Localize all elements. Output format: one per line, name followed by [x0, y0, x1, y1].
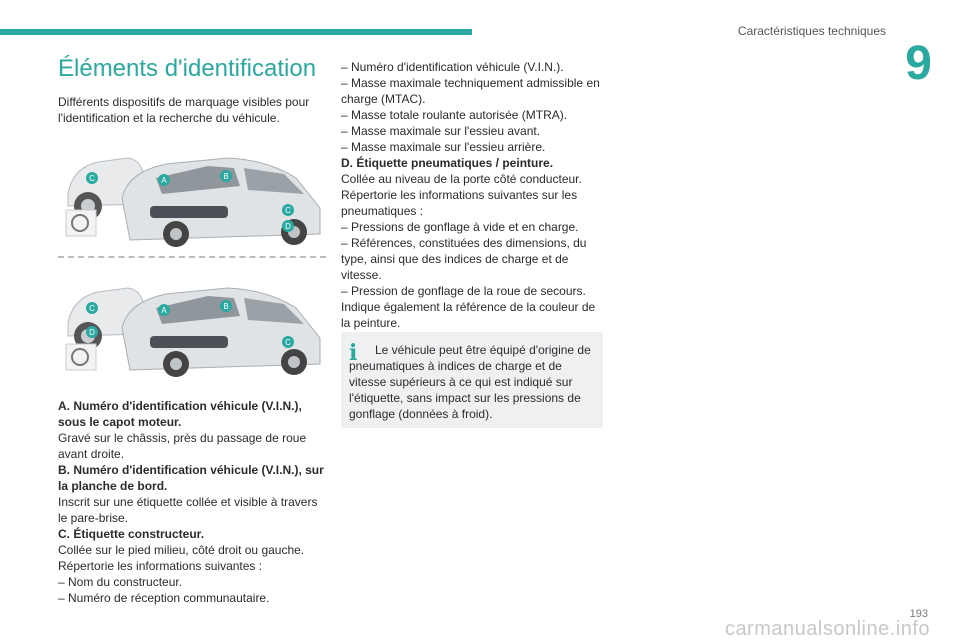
intro-text: Différents dispositifs de marquage visibles pour l'identification et la recherche du véhicule.	[58, 94, 310, 125]
header-accent-bar	[0, 29, 472, 35]
list-item: – Références, constituées des dimensions, du type, ainsi que des indices de charge et de vitesse.	[341, 236, 587, 282]
vehicle-illustration-bottom	[58, 266, 326, 384]
svg-text:C: C	[89, 173, 95, 183]
list-item: – Pression de gonflage de la roue de secours.	[341, 284, 586, 298]
figure-divider	[58, 256, 326, 258]
marker-c-left	[86, 172, 98, 184]
marker-b	[220, 170, 232, 182]
list-item: – Pressions de gonflage à vide et en charge.	[341, 220, 579, 234]
svg-text:B: B	[223, 171, 229, 181]
watermark: carmanualsonline.info	[724, 618, 930, 640]
svg-text:C: C	[285, 337, 291, 347]
car-diagram-bottom	[58, 266, 326, 384]
svg-text:C: C	[285, 205, 291, 215]
item-d-list-intro: Répertorie les informations suivantes sur les pneumatiques :	[341, 188, 578, 218]
left-column	[58, 55, 326, 606]
info-icon: i	[349, 340, 358, 366]
section-title: Caractéristiques techniques	[737, 24, 886, 38]
chapter-number: 9	[905, 37, 932, 90]
marker-c-right	[282, 336, 294, 348]
item-b-title: B. Numéro d'identification véhicule (V.I.N.), sur la planche de bord.	[58, 462, 324, 493]
list-item: – Masse maximale sur l'essieu avant.	[341, 124, 541, 138]
marker-a	[158, 174, 170, 186]
item-c-title: C. Étiquette constructeur.	[58, 526, 205, 541]
marker-c-right	[282, 204, 294, 216]
svg-text:D: D	[89, 327, 95, 337]
item-d-text: Collée au niveau de la porte côté conducteur.	[341, 172, 582, 186]
list-item: – Masse maximale techniquement admissible en charge (MTAC).	[341, 76, 600, 106]
svg-text:C: C	[89, 303, 95, 313]
list-item: – Masse totale roulante autorisée (MTRA).	[341, 108, 568, 122]
marker-d	[282, 220, 294, 232]
steering-wheel-icon	[66, 344, 96, 370]
marker-d	[86, 326, 98, 338]
marker-c-left	[86, 302, 98, 314]
marker-a	[158, 304, 170, 316]
list-item: – Nom du constructeur.	[58, 574, 183, 589]
list-item: – Numéro d'identification véhicule (V.I.N.).	[341, 60, 564, 74]
item-b-text: Inscrit sur une étiquette collée et visible à travers le pare-brise.	[58, 494, 318, 525]
marker-b	[220, 300, 232, 312]
list-item: – Numéro de réception communautaire.	[58, 590, 270, 605]
page-title: Éléments d'identification	[58, 55, 317, 82]
page-number: 193	[909, 608, 928, 620]
svg-text:D: D	[285, 221, 291, 231]
item-c-list-intro: Répertorie les informations suivantes :	[58, 558, 263, 573]
car-diagram-top	[58, 134, 326, 252]
item-d-paint: Indique également la référence de la couleur de la peinture.	[341, 300, 596, 330]
vehicle-illustration-top	[58, 134, 326, 252]
note-text: Le véhicule peut être équipé d'origine de pneumatiques à indices de charge et de vitesse supérieurs à ce qui est indiqué sur l'étiquette, sans impact sur les pressions de gonflage (données à froid).	[349, 343, 591, 421]
svg-text:A: A	[161, 175, 167, 185]
item-c-text: Collée sur le pied milieu, côté droit ou gauche.	[58, 542, 305, 557]
list-item: – Masse maximale sur l'essieu arrière.	[341, 140, 546, 154]
middle-column	[341, 59, 607, 331]
info-note	[341, 332, 603, 428]
item-d-title: D. Étiquette pneumatiques / peinture.	[341, 156, 554, 170]
svg-text:A: A	[161, 305, 167, 315]
item-a-title: A. Numéro d'identification véhicule (V.I.N.), sous le capot moteur.	[58, 398, 302, 429]
steering-wheel-icon	[66, 210, 96, 236]
svg-text:B: B	[223, 301, 229, 311]
item-a-text: Gravé sur le châssis, près du passage de roue avant droite.	[58, 430, 307, 461]
